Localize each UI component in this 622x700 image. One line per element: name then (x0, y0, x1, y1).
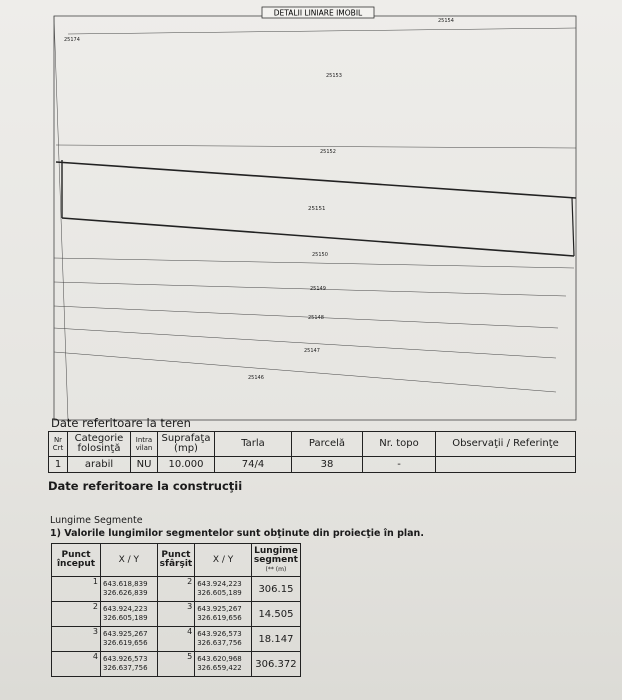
cell-punct-end: 3 (157, 602, 195, 627)
boundary-25146 (54, 352, 556, 392)
parcel-label: 25153 (326, 73, 342, 79)
plan-title: DETALII LINIARE IMOBIL (273, 8, 363, 18)
cell-nr-topo: - (363, 457, 436, 473)
header-nr-topo: Nr. topo (363, 432, 436, 457)
parcel-label: 25151 (308, 206, 326, 212)
cell-punct-start: 4 (52, 652, 101, 677)
boundary-25153 (56, 145, 576, 148)
parcel-label: 25154 (438, 18, 454, 24)
segment-row (52, 627, 301, 652)
plan-frame (54, 16, 576, 420)
cell-xy-start: 643.926,573 326.637,756 (101, 652, 158, 677)
header-parcela: Parcelă (292, 432, 363, 457)
cell-lungime: 306.15 (251, 577, 300, 602)
header-xy-end: X / Y (195, 544, 252, 577)
segment-row (52, 652, 301, 677)
cell-lungime: 306.372 (251, 652, 300, 677)
cell-punct-start: 3 (52, 627, 101, 652)
parcel-label: 25174 (64, 37, 80, 43)
parcel-label: 25148 (308, 315, 324, 321)
cell-parcela: 38 (292, 457, 363, 473)
subject-parcel-top (56, 162, 576, 198)
header-categorie: Categorie folosinţă (68, 432, 131, 457)
teren-row (49, 457, 576, 473)
segmente-note: 1) Valorile lungimilor segmentelor sunt obţinute din proiecţie în plan. (50, 528, 424, 539)
header-intra-vilan: Intra vilan (131, 432, 158, 457)
header-punct-sfarsit: Punct sfârşit (157, 544, 195, 577)
header-nr-crt: Nr Crt (49, 432, 68, 457)
subject-parcel-right (572, 198, 574, 256)
header-tarla: Tarla (215, 432, 292, 457)
teren-heading: Date referitoare la teren (51, 416, 191, 430)
cell-xy-start: 643.618,839 326.626,839 (101, 577, 158, 602)
cell-punct-end: 4 (157, 627, 195, 652)
segment-row (52, 577, 301, 602)
header-punct-inceput: Punct început (52, 544, 101, 577)
cell-xy-start: 643.925,267 326.619,656 (101, 627, 158, 652)
header-lungime: Lungime segment (** (m) (251, 544, 300, 577)
segment-row (52, 602, 301, 627)
parcel-label: 25146 (248, 375, 264, 381)
header-suprafata: Suprafaţa (mp) (158, 432, 215, 457)
cell-categorie: arabil (68, 457, 131, 473)
cell-xy-end: 643.926,573 326.637,756 (195, 627, 252, 652)
parcel-label: 25150 (312, 252, 328, 258)
cell-lungime: 18.147 (251, 627, 300, 652)
cell-punct-end: 2 (157, 577, 195, 602)
boundary-25150 (54, 258, 574, 268)
cell-punct-start: 2 (52, 602, 101, 627)
cell-nr-crt: 1 (49, 457, 68, 473)
parcel-label: 25149 (310, 286, 326, 292)
segmente-table (51, 543, 301, 677)
cell-tarla: 74/4 (215, 457, 292, 473)
teren-table (48, 431, 576, 473)
header-xy-start: X / Y (101, 544, 158, 577)
subject-parcel-bottom (62, 218, 574, 256)
boundary-25154 (68, 28, 576, 34)
cell-xy-end: 643.925,267 326.619,656 (195, 602, 252, 627)
cell-observatii (436, 457, 576, 473)
cell-xy-start: 643.924,223 326.605,189 (101, 602, 158, 627)
cell-lungime: 14.505 (251, 602, 300, 627)
parcel-label: 25147 (304, 348, 320, 354)
cell-suprafata: 10.000 (158, 457, 215, 473)
cell-xy-end: 643.620,968 326.659,422 (195, 652, 252, 677)
teren-header-row (49, 432, 576, 457)
cell-intra-vilan: NU (131, 457, 158, 473)
cell-punct-end: 5 (157, 652, 195, 677)
boundary-25148 (54, 306, 558, 328)
parcel-label: 25152 (320, 149, 336, 155)
cell-xy-end: 643.924,223 326.605,189 (195, 577, 252, 602)
segmente-heading: Lungime Segmente (50, 515, 143, 526)
header-observatii: Observaţii / Referinţe (436, 432, 576, 457)
cell-punct-start: 1 (52, 577, 101, 602)
segmente-header-row (52, 544, 301, 577)
constructii-heading: Date referitoare la construcţii (48, 479, 243, 493)
